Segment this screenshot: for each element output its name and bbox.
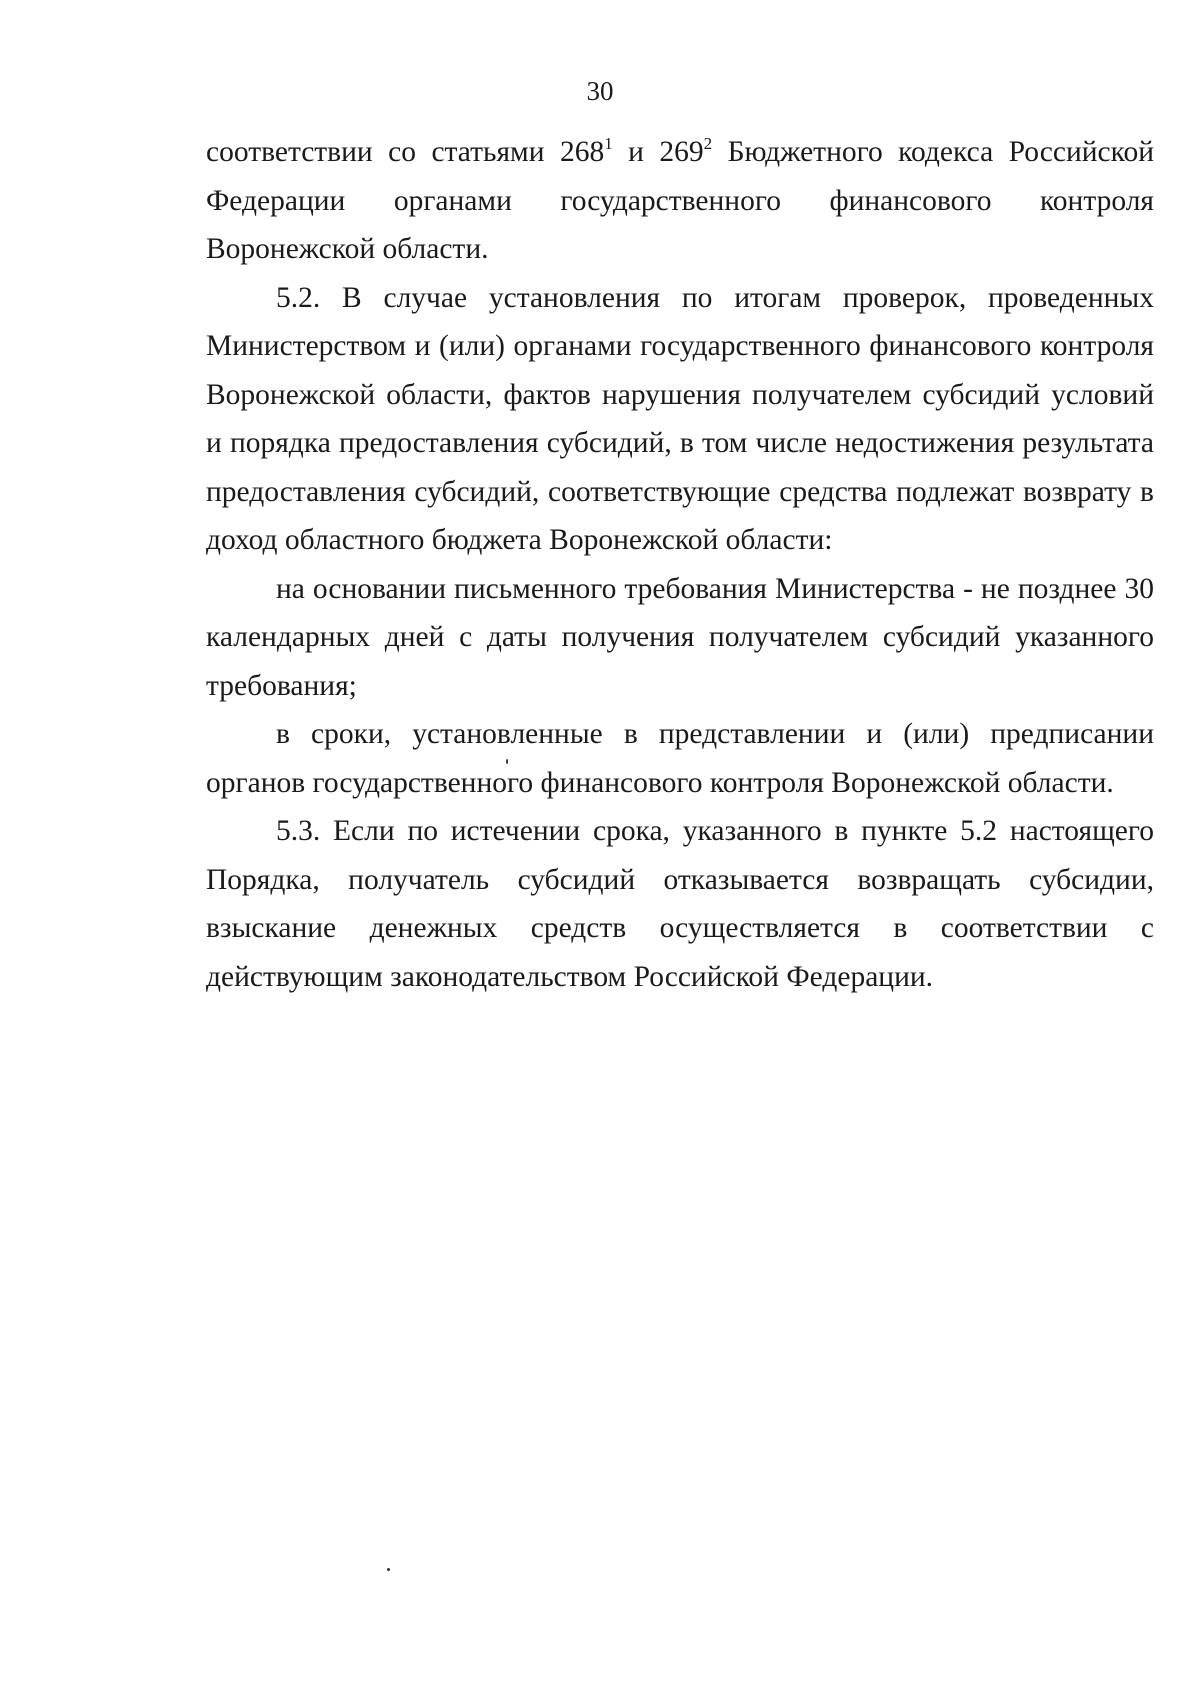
paragraph-text: Бюджетного кодекса Российской Федерации органами государственного финансового контроля Воронежской области. [206,136,1155,265]
paragraph-5-3: 5.3. Если по истечении срока, указанного в пункте 5.2 настоящего Порядка, получатель субсидий отказывается возвращать субсидии, взыскание денежных средств осуществляется в соответствии с действующим законодательством Российской Федерации. [206,815,1154,993]
paragraph-deadlines: в сроки, установленные в представлении и (или) предписании органов государственного финансового контроля Воронежской области. [206,718,1154,799]
scan-speck [506,759,508,764]
superscript: 1 [604,134,613,153]
page-number: 30 [586,76,614,106]
scan-speck [387,1568,390,1571]
paragraph-5-2: 5.2. В случае установления по итогам проверок, проведенных Министерством и (или) органами государственного финансового контроля Воронежской области, фактов нарушения получателем субсидий условий и порядка предоставления субсидий, в том числе недостижения результата предоставления субсидий, соответствующие средства подлежат возврату в доход областного бюджета Воронежской области: [206,281,1154,556]
paragraph-budget-code-reference [206,128,1154,274]
document-body [206,128,1154,1001]
paragraph-text: и 269 [612,136,704,168]
superscript: 2 [703,134,713,153]
paragraph-written-demand: на основании письменного требования Министерства - не позднее 30 календарных дней с даты получения получателем субсидий указанного требования; [206,572,1154,702]
paragraph-text: соответствии со статьями 268 [206,136,605,168]
